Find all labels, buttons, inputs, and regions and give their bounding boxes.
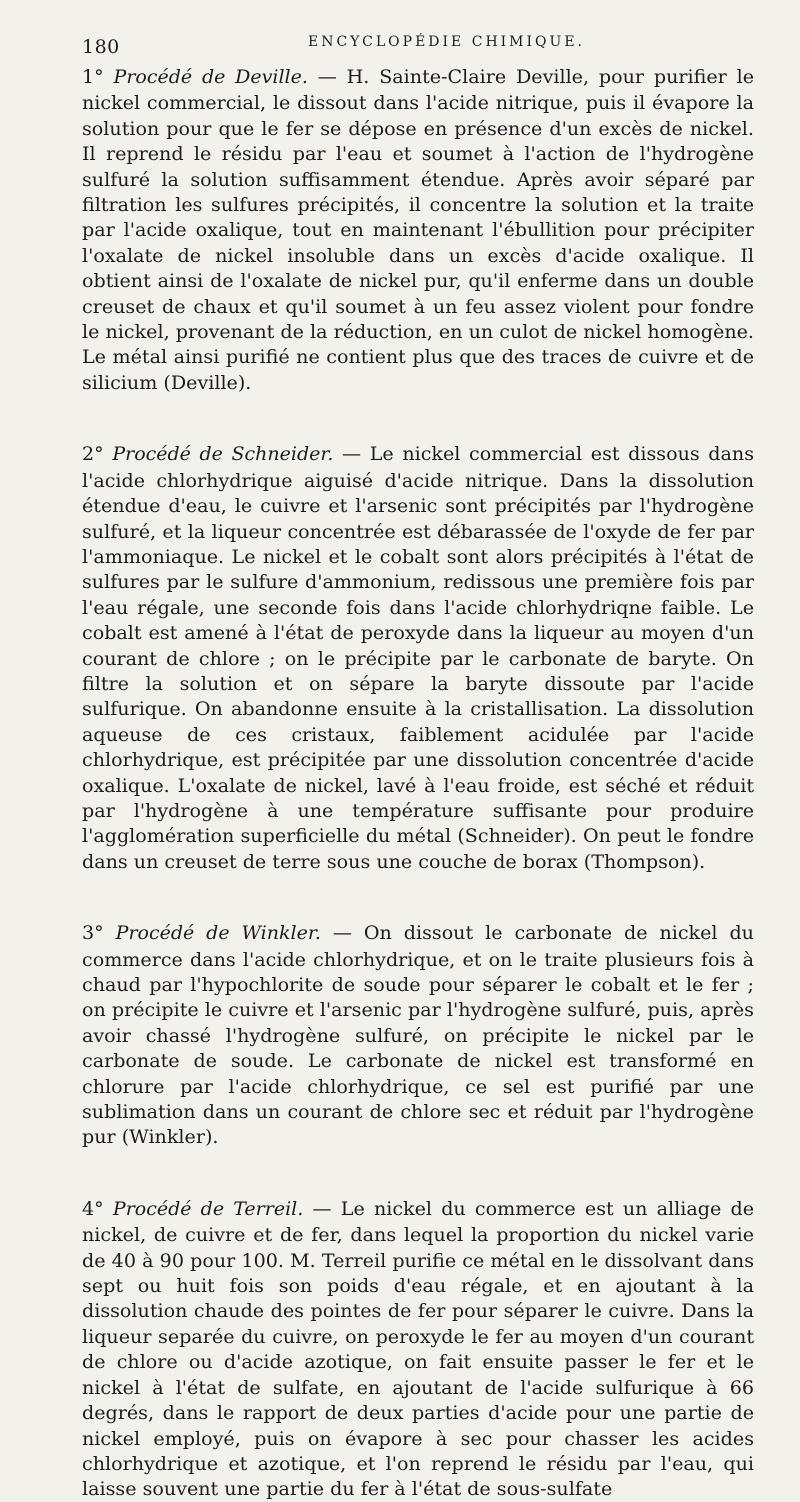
running-head bbox=[82, 30, 754, 62]
running-title: ENCYCLOPÉDIE CHIMIQUE. bbox=[308, 34, 585, 50]
paragraph-deville bbox=[82, 64, 754, 395]
section-heading: Procédé de Terreil. bbox=[112, 1197, 304, 1220]
section-text: — On dissout le carbonate de nickel du commerce dans l'acide chlorhydrique, et on le traite plusieurs fois à chaud par l'hypochlorite de soude pour séparer le cobalt et le fer ; on précipite le cuivre et l'arsenic par l'hydrogène sulfuré, puis, après avoir chassé l'hydrogène sulfuré, on précipite le nickel par le carbonate de soude. Le carbonate de nickel est transformé en chlorure par l'acide chlorhydrique, ce sel est purifié par une sublimation dans un courant de chlore sec et réduit par l'hydrogène pur (Winkler). bbox=[82, 921, 754, 1149]
paragraph-terreil bbox=[82, 1196, 754, 1502]
section-text: — H. Sainte-Claire Deville, pour purifier le nickel commercial, le dissout dans l'acide nitrique, puis il évapore la solution pour que le fer se dépose en présence d'un excès de nickel. Il reprend le résidu par l'eau et soumet à l'action de l'hydrogène sulfuré la solution suffisamment étendue. Après avoir séparé par filtration les sulfures précipités, il concentre la solution et la traite par l'acide oxalique, tout en maintenant l'ébullition pour précipiter l'oxalate de nickel insoluble dans un excès d'acide oxalique. Il obtient ainsi de l'oxalate de nickel pur, qu'il enferme dans un double creuset de chaux et qu'il soumet à un feu assez violent pour fondre le nickel, provenant de la réduction, en un culot de nickel homogène. Le métal ainsi purifié ne contient plus que des traces de cuivre et de silicium (Deville). bbox=[82, 65, 755, 394]
section-heading: Procédé de Schneider. bbox=[112, 443, 334, 466]
section-heading: Procédé de Winkler. bbox=[115, 922, 321, 945]
section-text: — Le nickel du commerce est un alliage de nickel, de cuivre et de fer, dans lequel la proportion du nickel varie de 40 à 90 pour 100. M. Terreil purifie ce métal en le dissolvant dans sept ou huit fois son poids d'eau régale, et en ajoutant à la dissolution chaude des pointes de fer pour séparer le cuivre. Dans la liqueur separée du cuivre, on peroxyde le fer au moyen d'un courant de chlore ou d'acide azotique, on fait ensuite passer le fer et le nickel à l'état de sulfate, en ajoutant de l'acide sulfurique à 66 degrés, dans le rapport de deux parties d'acide pour une partie de nickel employé, puis on évapore à sec pour chasser les acides chlorhydrique et azotique, et l'on reprend le résidu par l'eau, qui laisse souvent une partie du fer à l'état de sous-sulfate bbox=[82, 1196, 754, 1501]
paragraph-gap bbox=[82, 1150, 754, 1196]
section-number: 3° bbox=[82, 921, 104, 945]
paragraph-gap bbox=[82, 395, 754, 441]
section-text: — Le nickel commercial est dissous dans l'acide chlorhydrique aiguisé d'acide nitrique. Dans la dissolution étendue d'eau, le cuivre et l'arsenic sont précipités par l'hydrogène sulfuré, et la liqueur concentrée est débarassée de l'oxyde de fer par l'ammoniaque. Le nickel et le cobalt sont alors précipités à l'état de sulfures par le sulfure d'ammonium, redissous une première fois par l'eau régale, une seconde fois dans l'acide chlorhydriqne faible. Le cobalt est amené à l'état de peroxyde dans la liqueur au moyen d'un courant de chlore ; on le précipite par le carbonate de baryte. On filtre la solution et on sépare la baryte dissoute par l'acide sulfurique. On abandonne ensuite à la cristallisation. La dissolution aqueuse de ces cristaux, faiblement acidulée par l'acide chlorhydrique, est précipitée par une dissolution concentrée d'acide oxalique. L'oxalate de nickel, lavé à l'eau froide, est séché et réduit par l'hydrogène à une température suffisante pour produire l'agglomération superficielle du métal (Schneider). On peut le fondre dans un creuset de terre sous une couche de borax (Thompson). bbox=[82, 442, 754, 873]
paragraph-gap bbox=[82, 874, 754, 920]
paragraph-winkler bbox=[82, 920, 754, 1150]
section-number: 2° bbox=[82, 442, 104, 466]
page-body bbox=[82, 64, 754, 1502]
section-heading: Procédé de Deville. bbox=[113, 66, 308, 88]
paragraph-schneider bbox=[82, 441, 754, 874]
section-number: 4° bbox=[82, 1196, 104, 1220]
section-number: 1° bbox=[82, 65, 104, 88]
page-number: 180 bbox=[82, 36, 120, 58]
